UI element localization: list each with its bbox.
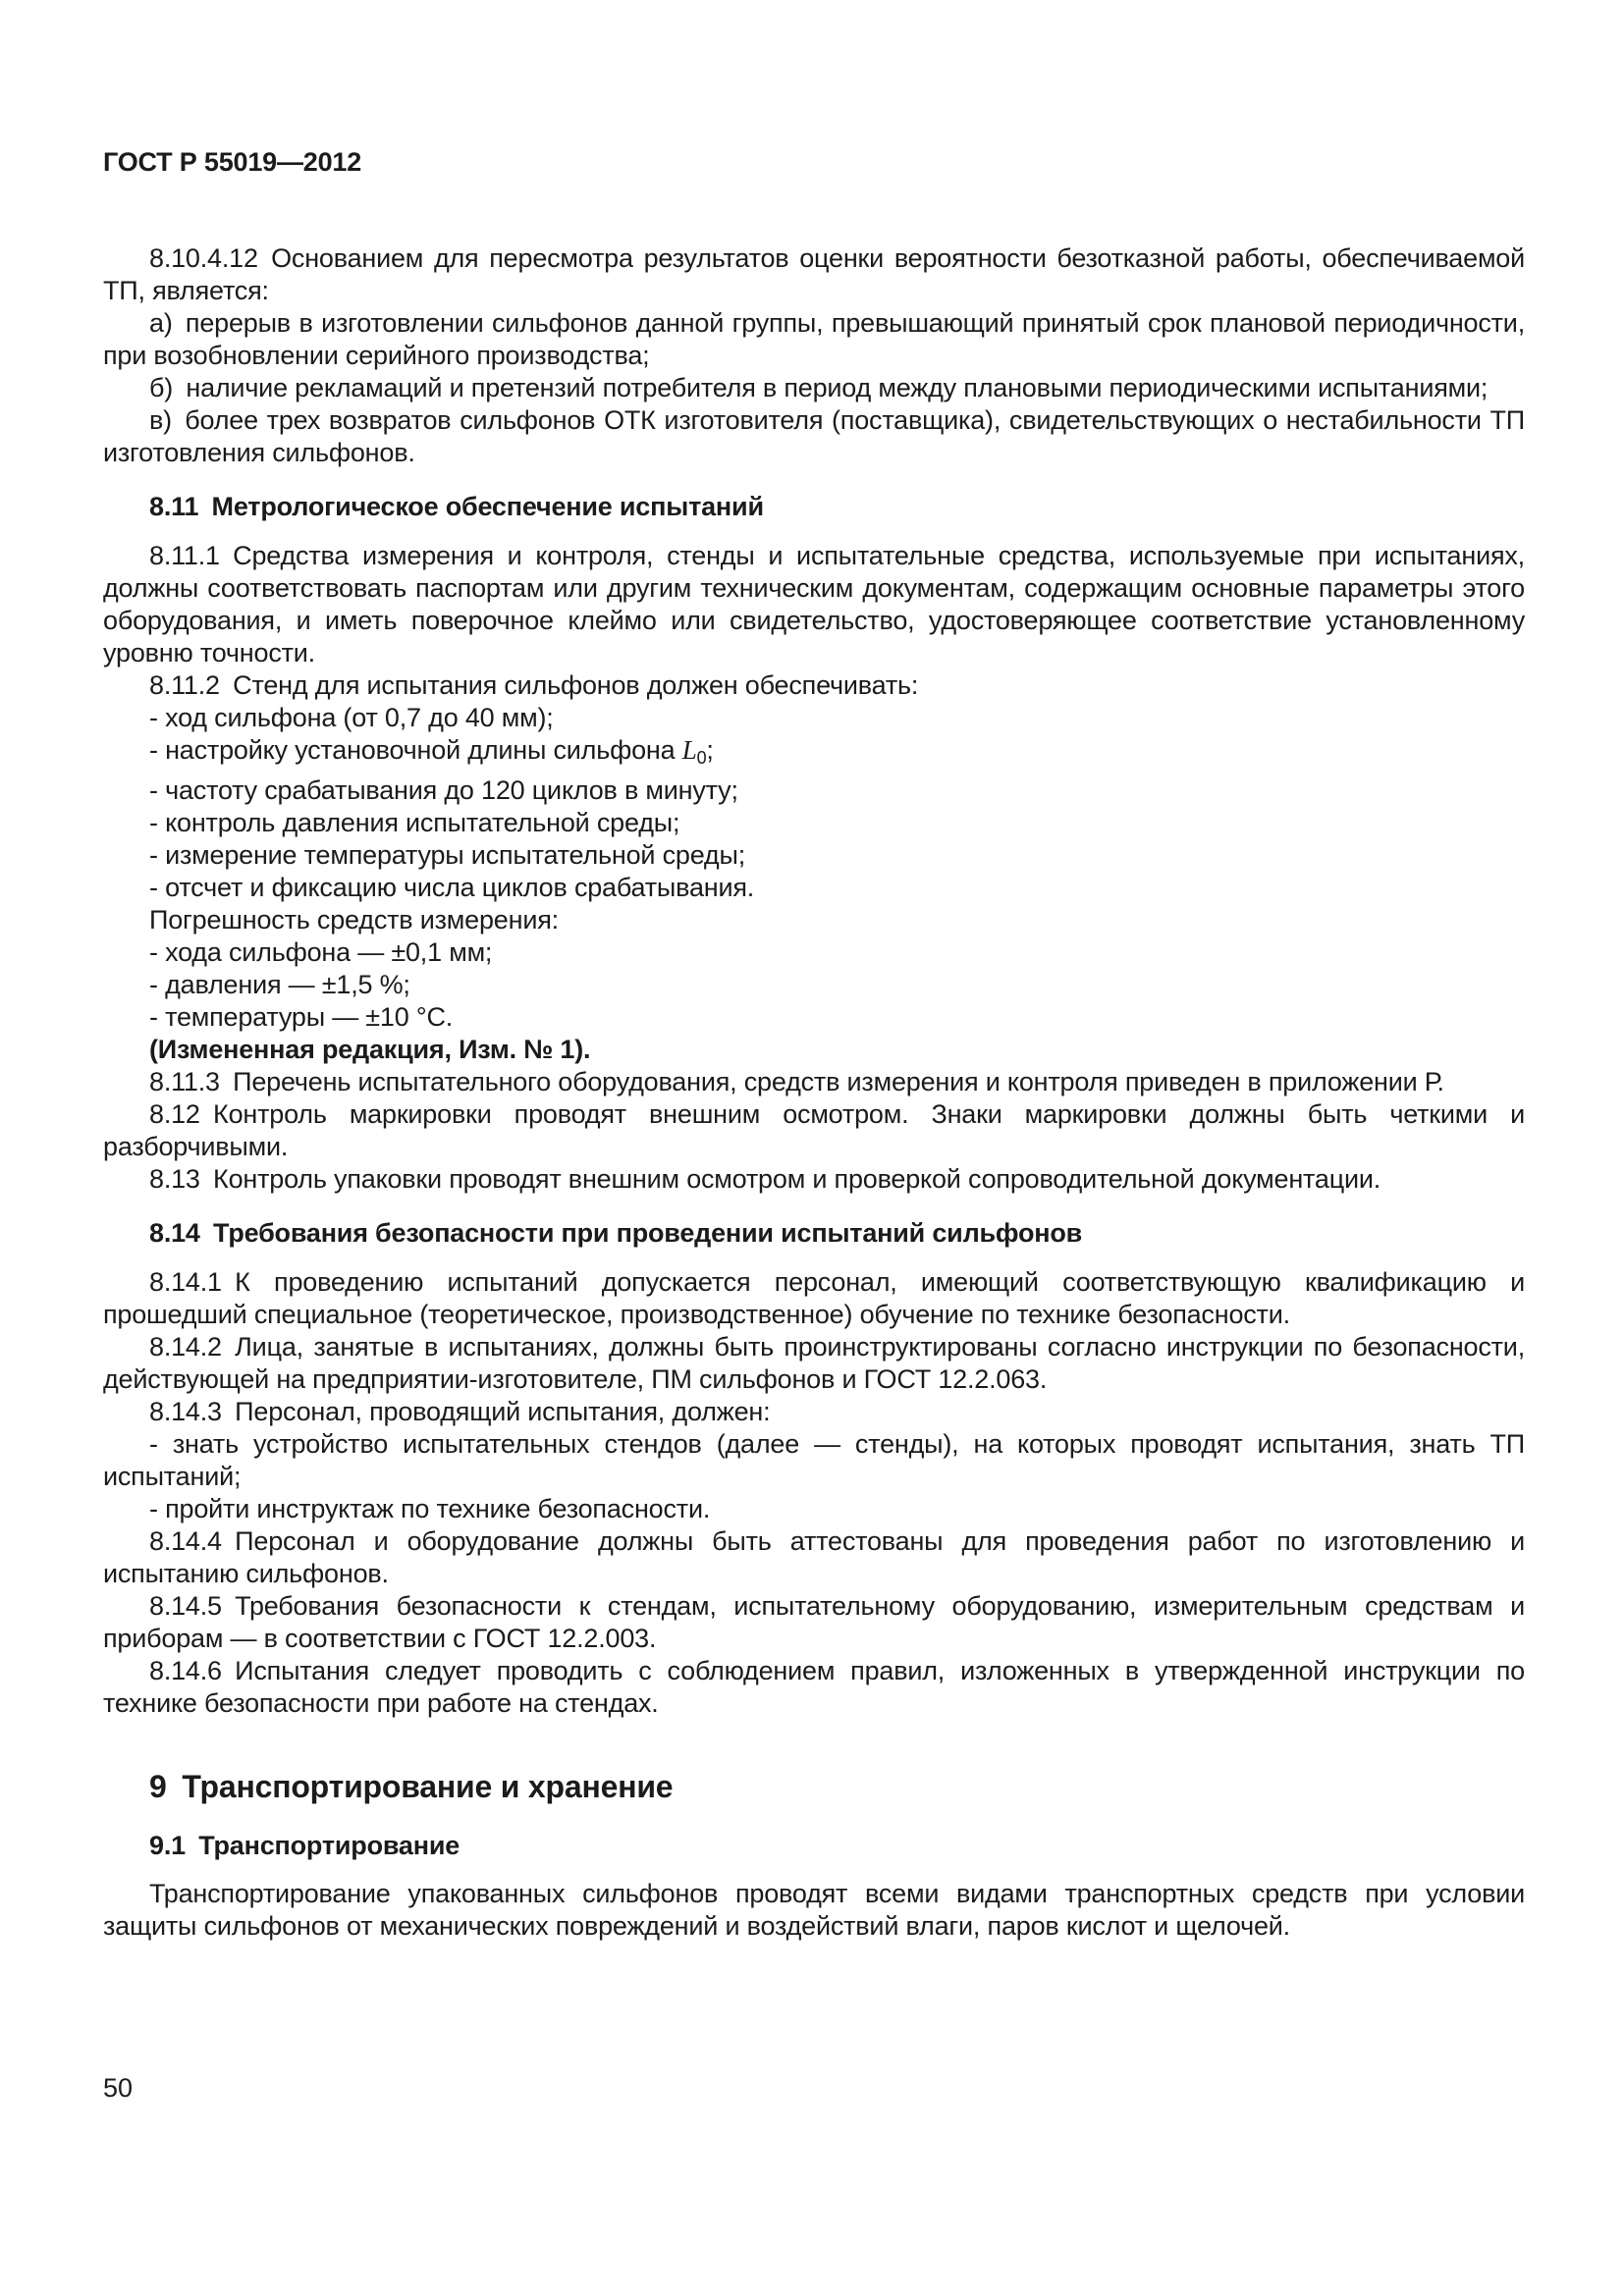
list-item-cycle-count: - отсчет и фиксацию числа циклов срабатывания. — [149, 873, 755, 902]
section-heading-8-11: 8.11 Метрологическое обеспечение испытаний — [149, 492, 764, 521]
section-heading-9-1: 9.1 Транспортирование — [149, 1831, 460, 1860]
clause-8-14-4: 8.14.4 Персонал и оборудование должны быть аттестованы для проведения работ по изготовлению и испытанию сильфонов. — [103, 1526, 1525, 1588]
accuracy-intro: Погрешность средств измерения: — [149, 905, 559, 934]
page-content — [103, 242, 1525, 1943]
list-item-cycle-frequency: - частоту срабатывания до 120 циклов в минуту; — [149, 775, 738, 805]
clause-8-13: 8.13 Контроль упаковки проводят внешним осмотром и проверкой сопроводительной документации. — [149, 1164, 1381, 1194]
variable-L-subscript: 0 — [696, 748, 707, 768]
setup-length-text: - настройку установочной длины сильфона — [149, 735, 682, 765]
list-item-know-stands: - знать устройство испытательных стендов (далее — стенды), на которых проводят испытания, знать ТП испытаний; — [103, 1429, 1525, 1491]
running-header-doc-code: ГОСТ Р 55019—2012 — [103, 147, 362, 177]
list-item-accuracy-stroke: - хода сильфона — ±0,1 мм; — [149, 937, 493, 967]
clause-8-14-5: 8.14.5 Требования безопасности к стендам, испытательному оборудованию, измерительным средствам и приборам — в соответствии с ГОСТ 12.2.003. — [103, 1591, 1525, 1653]
clause-8-11-3: 8.11.3 Перечень испытательного оборудования, средств измерения и контроля приведен в приложении Р. — [149, 1067, 1444, 1096]
clause-8-11-1: 8.11.1 Средства измерения и контроля, стенды и испытательные средства, используемые при испытаниях, должны соответствовать паспортам или другим техническим документам, содержащим основные параметры этого оборудования, и иметь поверочное клеймо или свидетельство, удостоверяющее соответствие установленному уровню точности. — [103, 541, 1525, 667]
list-item-accuracy-temperature: - температуры — ±10 °С. — [149, 1002, 454, 1032]
section-heading-8-14: 8.14 Требования безопасности при проведении испытаний сильфонов — [149, 1218, 1083, 1248]
list-item-accuracy-pressure: - давления — ±1,5 %; — [149, 970, 410, 999]
clause-8-14-2: 8.14.2 Лица, занятые в испытаниях, должны быть проинструктированы согласно инструкции по безопасности, действующей на предприятии-изготовителе, ПМ сильфонов и ГОСТ 12.2.063. — [103, 1332, 1525, 1394]
clause-8-10-4-12: 8.10.4.12 Основанием для пересмотра результатов оценки вероятности безотказной работы, обеспечиваемой ТП, является: — [103, 243, 1525, 305]
clause-8-14-1: 8.14.1 К проведению испытаний допускается персонал, имеющий соответствующую квалификацию и прошедший специальное (теоретическое, производственное) обучение по технике безопасности. — [103, 1267, 1525, 1329]
clause-8-14-3: 8.14.3 Персонал, проводящий испытания, должен: — [149, 1397, 771, 1426]
list-item-temperature-measure: - измерение температуры испытательной среды; — [149, 840, 745, 870]
clause-8-12: 8.12 Контроль маркировки проводят внешним осмотром. Знаки маркировки должны быть четкими и разборчивыми. — [103, 1099, 1525, 1161]
list-item-a: а) перерыв в изготовлении сильфонов данной группы, превышающий принятый срок плановой периодичности, при возобновлении серийного производства; — [103, 308, 1525, 370]
page-number: 50 — [103, 2073, 134, 2103]
list-item-b: б) наличие рекламаций и претензий потребителя в период между плановыми периодическими испытаниями; — [149, 373, 1489, 402]
list-item-setup-length — [103, 734, 1525, 774]
list-item-v: в) более трех возвратов сильфонов ОТК изготовителя (поставщика), свидетельствующих о нестабильности ТП изготовления сильфонов. — [103, 405, 1525, 467]
clause-8-14-6: 8.14.6 Испытания следует проводить с соблюдением правил, изложенных в утвержденной инструкции по технике безопасности при работе на стендах. — [103, 1656, 1525, 1718]
section-heading-9: 9 Транспортирование и хранение — [149, 1769, 674, 1804]
amended-edition-note: (Измененная редакция, Изм. № 1). — [149, 1035, 591, 1064]
variable-L: L — [681, 735, 697, 765]
clause-8-11-2: 8.11.2 Стенд для испытания сильфонов должен обеспечивать: — [149, 670, 919, 700]
clause-9-1-transport: Транспортирование упакованных сильфонов проводят всеми видами транспортных средств при условии защиты сильфонов от механических повреждений и воздействий влаги, паров кислот и щелочей. — [103, 1879, 1525, 1941]
list-item-safety-briefing: - пройти инструктаж по технике безопасности. — [149, 1494, 711, 1523]
setup-length-punct: ; — [706, 735, 714, 765]
list-item-pressure-control: - контроль давления испытательной среды; — [149, 808, 680, 837]
list-item-bellows-stroke: - ход сильфона (от 0,7 до 40 мм); — [149, 703, 554, 732]
